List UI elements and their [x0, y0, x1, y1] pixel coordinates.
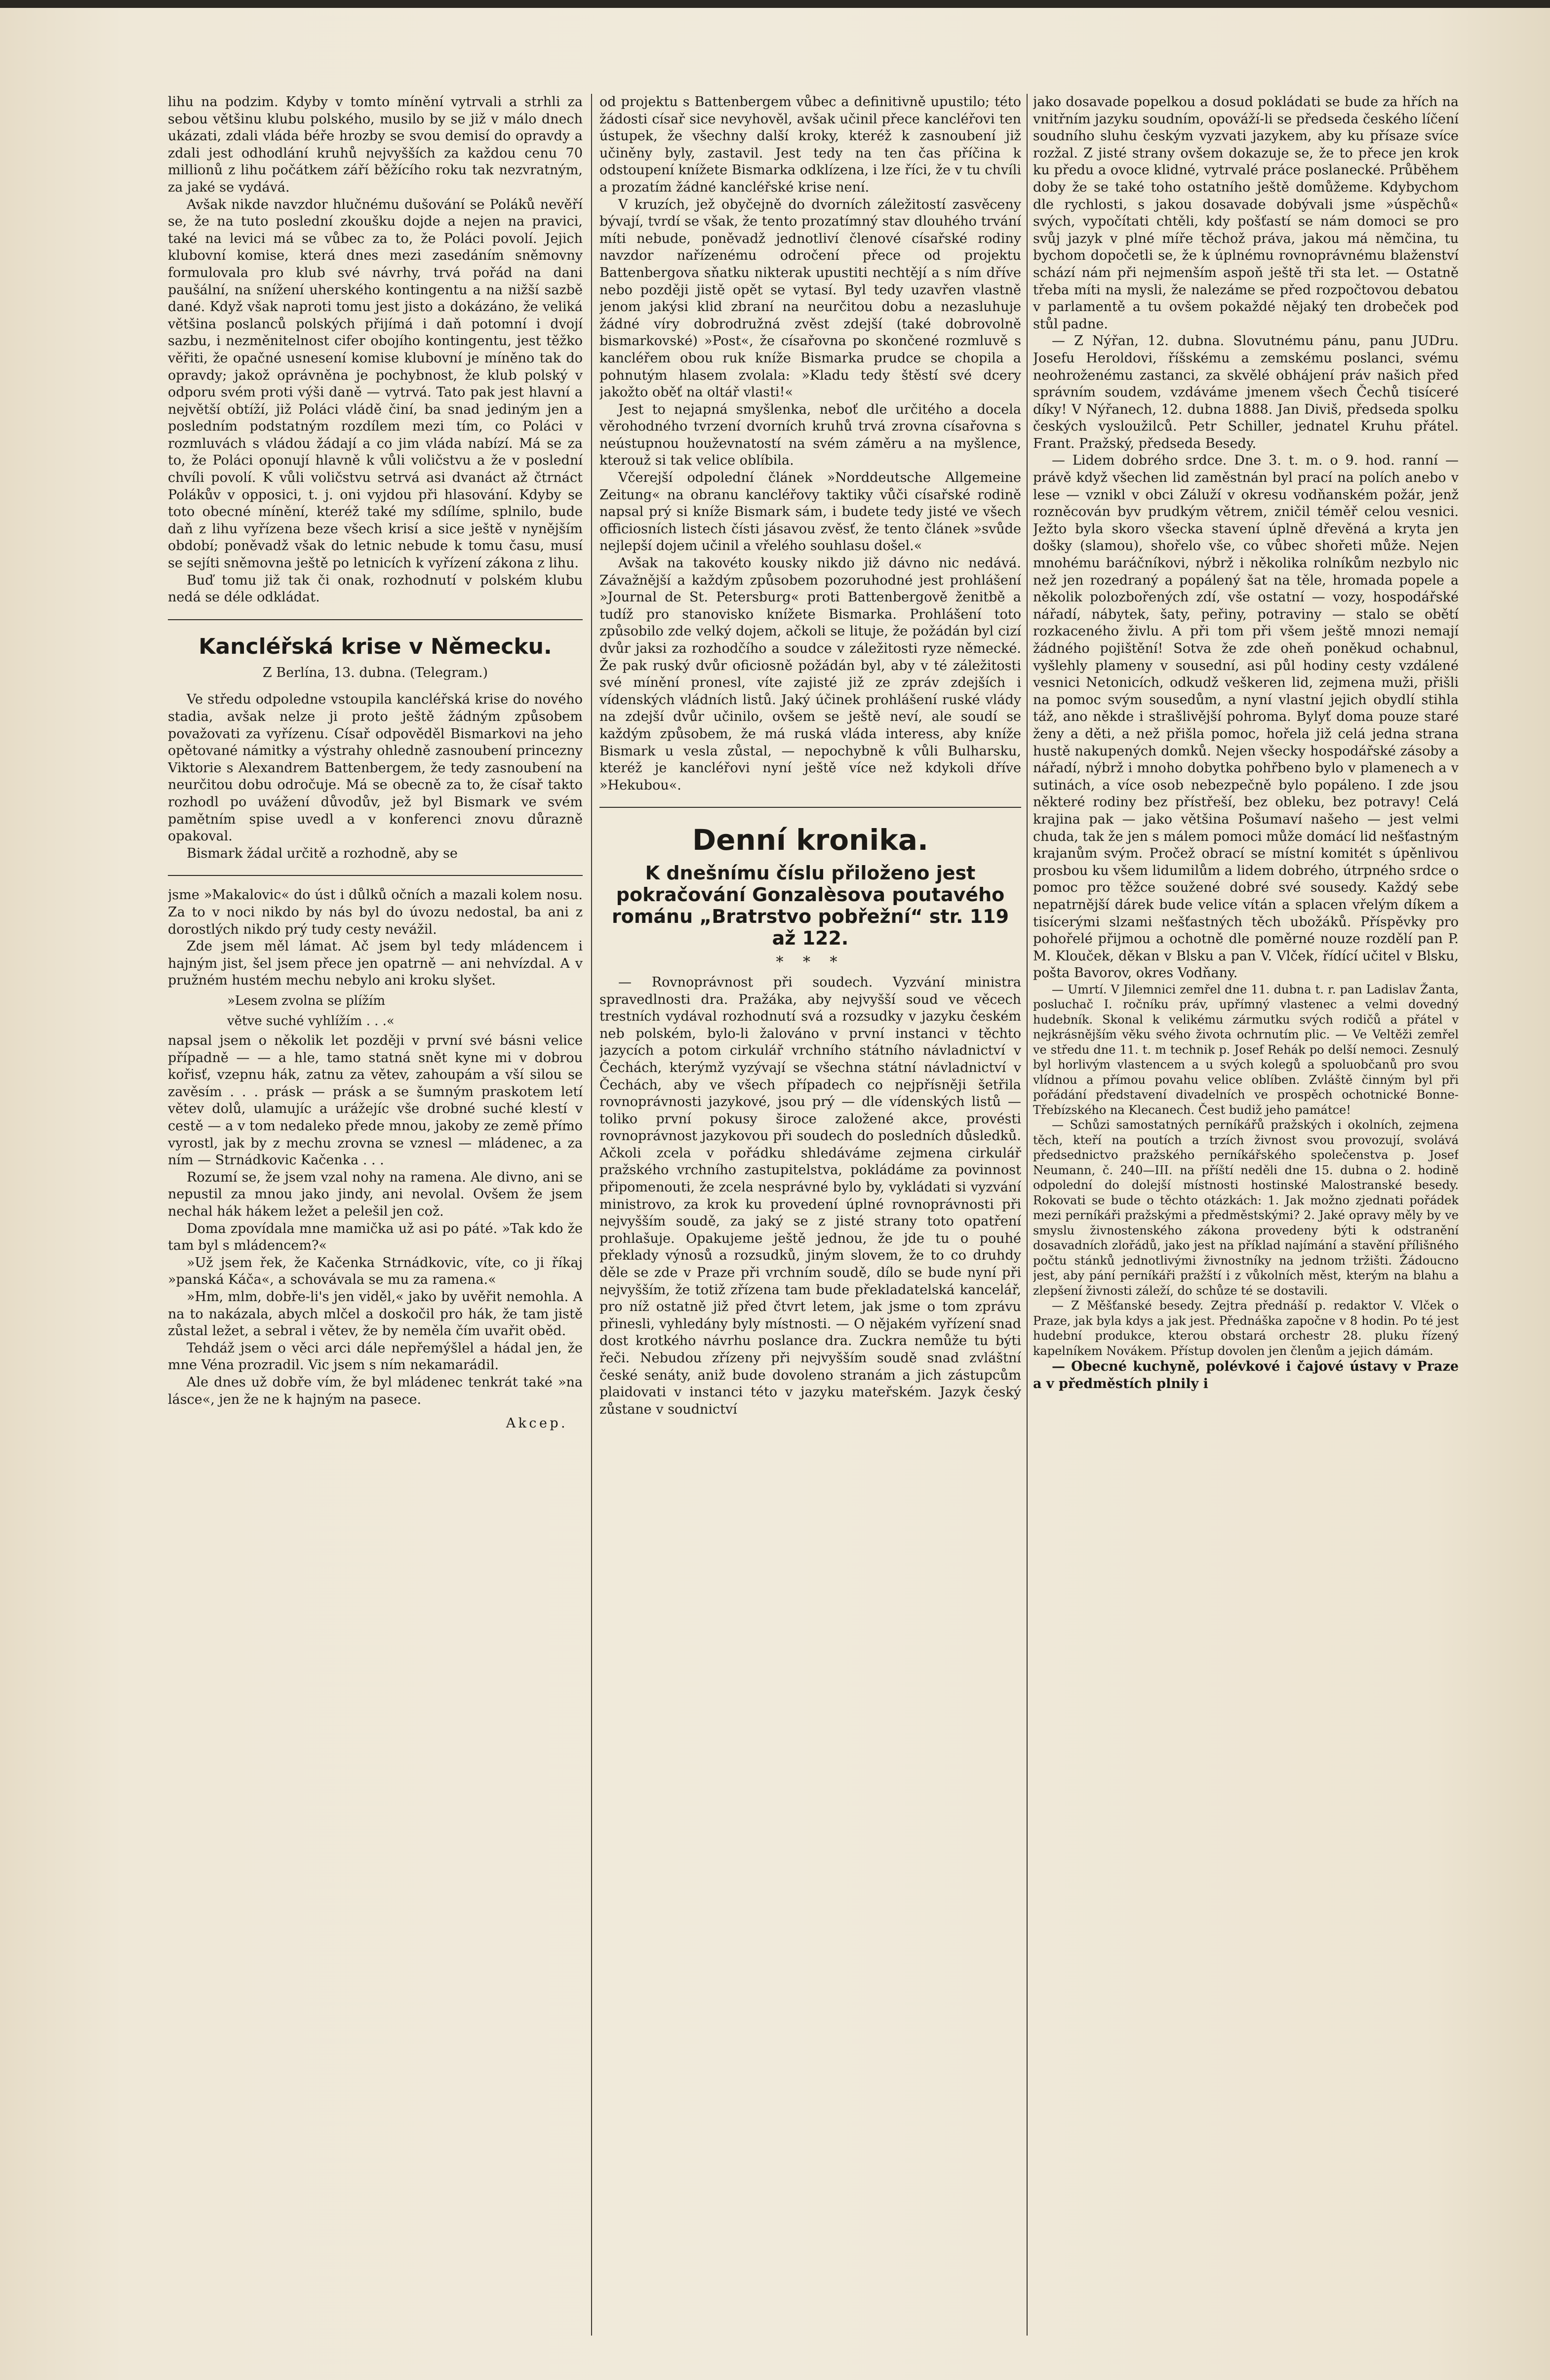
paragraph: Doma zpovídala mne mamička už asi po páté. »Tak kdo že tam byl s mládencem?«	[168, 1221, 583, 1254]
dateline: Z Berlína, 13. dubna. (Telegram.)	[262, 665, 488, 680]
section-divider	[168, 619, 583, 620]
paragraph: V kruzích, jež obyčejně do dvorních záležitostí zasvěceny bývají, tvrdí se však, že tento prozatímný stav dlouhého trvání míti nebude, poněvadž jednotliví členové císařské rodiny navzdor nařízenému odročení přece od projektu Battenbergova sňatku nikterak upustiti nechtějí a s ním dříve nebo později jistě opět se vytasí. Byl tedy uzavřen vlastně jenom jakýsi klid zbraní na neurčitou dobu a nezasluhuje žádné víry dobrodružná zvěst zdejší (také dobrovolně bismarkovské) »Post«, že císařovna po skončené rozmluvě s kancléřem obou ruk kníže Bismarka prudce se chopila a pohnutým hlasem zvolala: »Kladu tedy štěstí své dcery jakožto oběť na oltář vlasti!«	[599, 197, 1021, 400]
column-right	[1033, 94, 1459, 2336]
column-middle	[599, 94, 1021, 2336]
paragraph: Tehdáž jsem o věci arci dále nepřemýšlel a hádal jen, že mne Véna prozradil. Vic jsem s ním nekamarádil.	[168, 1340, 583, 1373]
column-left	[168, 94, 583, 2336]
paragraph: Ve středu odpoledne vstoupila kancléřská krise do nového stadia, avšak nelze ji proto ještě žádným způsobem považovati za vyřízenu. Císař odpověděl Bismarkovi na jeho opětované námitky a výstrahy ohledně zasnoubení princezny Viktorie s Alexandrem Battenbergem, že tedy zasnoubení na neurčitou dobu odročuje. Má se obecně za to, že císař takto rozhodl po uvážení důvodův, jež byl Bismark ve svém pamětním spise uvedl a v konferenci znovu důrazně opakoval.	[168, 692, 583, 844]
paragraph: — Obecné kuchyně, polévkové i čajové ústavy v Praze a v předměstích plnily i	[1033, 1359, 1459, 1391]
paragraph: Ale dnes už dobře vím, že byl mládenec tenkrát také »na lásce«, jen že ne k hajným na pasece.	[168, 1374, 583, 1407]
paragraph: Zde jsem měl lámat. Ač jsem byl tedy mládencem i hajným jist, šel jsem přece jen opatrně — ani nehvízdal. A v pružném hustém mechu nebylo ani kroku slyšet.	[168, 939, 583, 989]
scan-top-edge	[0, 0, 1550, 8]
verse-line: »Lesem zvolna se plížím	[227, 993, 386, 1008]
paragraph: Jest to nejapná smyšlenka, neboť dle určitého a docela věrohodného tvrzení dvorních kruhů trvá zrovna císařovna s neústupnou houževnatostí na svém záměru a na myšlence, kterouž si tak velice oblíbila.	[599, 401, 1021, 469]
column-rule	[1027, 94, 1028, 2336]
paragraph: jako dosavade popelkou a dosud pokládati se bude za hřích na vnitřním jazyku soudním, opováží-li se předseda českého líčení soudního sluhu českým vyzvati jazykem, aby ku přísaze svíce rozžal. Z jisté strany ovšem dokazuje se, že to přece jen krok ku předu a ovoce klidné, vytrvalé práce poslanecké. Průběhem doby že se také toho ostatního ještě domůžeme. Kdybychom dle rychlosti, s jakou dosavade dobývali jsme »úspěchů« svých, vypočítati chtěli, kdy pošťastí se nám domoci se pro svůj jazyk v plné míře těchož práva, jakou má němčina, tu bychom dopočetli se, že k úplnému rovnoprávnému blaženství schází nám při nejmenším aspoň ještě tři sta let. — Ostatně třeba míti na mysli, že nalezáme se před rozpočtovou debatou v parlamentě a tu ovšem pokaždé nějaký ten drobeček pod stůl padne.	[1033, 94, 1459, 332]
article-heading: Kancléřská krise v Německu.	[199, 634, 552, 659]
paragraph: — Z Nýřan, 12. dubna. Slovutnému pánu, panu JUDru. Josefu Heroldovi, říšskému a zemskému poslanci, svému neohroženému zastanci, za skvělé obhájení práv našich před správním soudem, vzdáváme jmenem všech Čechů tisíceré díky! V Nýřanech, 12. dubna 1888. Jan Diviš, předseda spolku českých vysloužilců. Petr Schiller, jednatel Kruhu přátel. Frant. Pražský, předseda Besedy.	[1033, 333, 1459, 451]
paragraph: — Schůzi samostatných perníkářů pražských i okolních, zejmena těch, kteří na poutích a trzích živnost svou provozují, svolává předsednictvo pražského perníkářského společenstva p. Josef Neumann, č. 240—III. na příští neděli dne 15. dubna o 2. hodině odpolední do dolejší místnosti hostinské Malostranské besedy. Rokovati se bude o těchto otázkách: 1. Jak možno zjednati pořádek mezi perníkáři pražskými a předměstskými? 2. Jaké opravy měly by ve smyslu živnostenského zákona provedeny býti k odstranění dosavadních zlořádů, jako jest na příklad najímání a stavění přílišného počtu stánků jednotlivými živnostníky na jednom tržišti. Žádoucno jest, aby pání perníkáři pražští i z vůkolních měst, kterým na blahu a zlepšení živnosti záleží, do schůze té se dostavili.	[1033, 1118, 1459, 1298]
paragraph: od projektu s Battenbergem vůbec a definitivně upustilo; této žádosti císař sice nevyhověl, avšak učinil přece kancléřovi ten ústupek, že všechny další kroky, kteréž k zasnoubení již učiněny byly, zastavil. Jest tedy na ten čas příčina k odstoupení knížete Bismarka odklízena, i lze říci, že v tu chvíli a prozatím žádné kancléřské krise není.	[599, 94, 1021, 195]
paragraph: Včerejší odpolední článek »Norddeutsche Allgemeine Zeitung« na obranu kancléřovy taktiky vůči císařské rodině napsal prý si kníže Bismark sám, i budete tedy jisté ve všech officiosních listech čísti jásavou zvěsť, že tento článek »svůde nejlepší dojem učinil a vřelého souhlasu došel.«	[599, 470, 1021, 554]
supplement-notice: K dnešnímu číslu přiloženo jest pokračování Gonzalèsova poutavého románu „Bratrstvo pobřežní“ str. 119 až 122.	[611, 862, 1009, 950]
paragraph: lihu na podzim. Kdyby v tomto mínění vytrvali a strhli za sebou většinu klubu polského, musilo by se již v málo dnech ukázati, zdali vláda béře hrozby se svou demisí do opravdy a zdali jest odhodlání kruhů nejvyšších za každou cenu 70 millionů z lihu počátkem září běžícího roku tak nezvratným, za jaké se vydává.	[168, 94, 583, 195]
verse-line: větve suché vyhlížím . . .«	[227, 1013, 395, 1029]
paragraph: »Hm, mlm, dobře-li's jen viděl,« jako by uvěřit nemohla. A na to nakázala, abych mlčel a doskočil pro hák, že tam jistě zůstal ležet, a sebral i větev, že by neměla čím uvařit oběd.	[168, 1289, 583, 1339]
paragraph: — Z Měšťanské besedy. Zejtra přednáší p. redaktor V. Vlček o Praze, jak byla kdys a jak jest. Přednáška započne v 8 hodin. Po té jest hudební produkce, kterou obstará orchestr 28. pluku řízený kapelníkem Novákem. Přístup dovolen jen členům a jejich dámám.	[1033, 1299, 1459, 1358]
paragraph: — Lidem dobrého srdce. Dne 3. t. m. o 9. hod. ranní — právě když všechen lid zaměstnán byl prací na polích anebo v lese — vznikl v obci Záluží v okresu vodňanském požár, jenž rozněcován byv prudkým větrem, zničil téměř celou vesnici. Ježto byla skoro všecka stavení úplně dřevěná a kryta jen došky (slamou), shořelo vše, co vůbec shořeti může. Nejen mnohému baráčníkovi, nýbrž i několika rolníkům nezbylo nic než jen rozedraný a popálený šat na těle, hromada popele a několik polozbořených zdí, vše ostatní — vozy, hospodářské nářadí, nábytek, šaty, peřiny, potraviny — stalo se obětí rozkaceného živlu. A při tom při všem ještě mnozi nemají žádného pojištění! Sotva že zde oheň poněkud ochabnul, vyšlehly plameny v sousední, asi půl hodiny cesty vzdálené vesnici Netonicích, odkudž veškeren lid, zejmena muži, přišli na pomoc svým sousedům, a nyní vlastní jejich obydlí stihla táž, ano někde i strašlivější pohroma. Bylyť doma pouze staré ženy a děti, a než přišla pomoc, hořela již celá jedna strana hustě nakupených domků. Nejen všecky hospodářské zásoby a nářadí, nýbrž i mnoho dobytka pohřbeno bylo v plamenech a v sutinách, a více osob nebezpečně bylo popáleno. I zde jsou některé rodiny bez přístřeší, bez obleku, bez potravy! Celá krajina pak — jako většina Pošumaví našeho — jest velmi chuda, tak že jen s málem pomoci může domácí lid nešťastným krajanům svým. Pročež obrací se místní komitét s úpěnlivou prosbou ku všem lidumilům a lidem dobrého, útrpného srdce o pomoc pro těžce soužené dobré své sousedy. Každý sebe nepatrnější dárek bude velice vítán a splacen vřelým díkem a tisícerými slzami nešťastných těch ubožáků. Příspěvky pro pohořelé přijmou a ochotně dle poměrné nouze rozdělí pan P. M. Klouček, děkan v Blsku a pan V. Vlček, řídící učitel v Blsku, pošta Bavorov, okres Vodňany.	[1033, 453, 1459, 981]
paragraph: Avšak na takovéto kousky nikdo již dávno nic nedává. Závažnější a každým způsobem pozoruhodné jest prohlášení »Journal de St. Petersburg« proti Battenbergově ženitbě a tudíž pro stanovisko knížete Bismarka. Prohlášení toto způsobilo zde velký dojem, ačkoli se lituje, že požádán byl cizí dvůr jaksi za rozhodčího a soudce v záležitosti ryze německé. Že pak ruský dvůr oficiosně požádán byl, aby v té záležitosti své mínění pronesl, víte zajisté již ze zpráv zdejších i vídenských vládních listů. Jaký účinek prohlášení ruské vlády na zdejší dvůr učinilo, ovšem se ještě neví, ale soudí se každým způsobem, že má ruská vláda interess, aby kníže Bismark u vesla zůstal, — nepochybně k vůli Bulharsku, kteréž je kancléřovi nyní ještě více než kdykoli dříve »Hekubou«.	[599, 555, 1021, 793]
paragraph: Buď tomu již tak či onak, rozhodnutí v polském klubu nedá se déle odkládat.	[168, 572, 583, 605]
column-rule	[591, 94, 592, 2336]
paragraph: — Umrtí. V Jilemnici zemřel dne 11. dubna t. r. pan Ladislav Žanta, posluchač I. ročníku práv, upřímný vlastenec a velmi dovedný hudebník. Skonal k velikému zármutku svých rodičů a přátel v nejkrásnějším věku svého života ochrnutím plic. — Ve Veltěži zemřel ve středu dne 11. t. m technik p. Josef Rehák po delší nemoci. Zesnulý byl horlivým vlastencem a u svých kolegů a spoluobčanů pro svou vlídnou a přímou povahu velice oblíben. Zvláště činným byl při pořádání představení divadelních ve prospěch ochotnické Bonne-Třebízského na Klecanech. Čest budiž jeho památce!	[1033, 982, 1459, 1117]
author-signature: Akcep.	[506, 1416, 568, 1431]
paragraph: jsme »Makalovic« do úst i důlků očních a mazali kolem nosu. Za to v noci nikdo by nás byl do úvozu nedostal, ba ani z dorostlých nikdo prý tudy cesty nevážil.	[168, 887, 583, 937]
asterism: * * *	[776, 953, 845, 971]
paragraph: napsal jsem o několik let později v první své básni velice případně — — a hle, tamo statná snět kyne mi v dobrou kořisť, vzepnu hák, zatnu za větev, zahoupám a vší silou se zavěsím . . . prásk — prásk a se šumným praskotem letí větev dolů, ulamujíc a urážejíc vše drobné suché klestí v cestě — a v tom nedaleko přede mnou, jakoby ze země přímo vyrostl, jak by z mechu zrovna se vznesl — mládenec, a za ním — Strnádkovic Kačenka . . .	[168, 1033, 583, 1168]
paragraph: Avšak nikde navzdor hlučnému dušování se Poláků nevěří se, že na tuto poslední zkoušku dojde a nejen na pravici, také na levici má se vůbec za to, že Poláci povolí. Jejich klubovní komise, která dnes mezi zasedáním sněmovny formulovala pro klub své návrhy, trvá pořád na dani paušální, na snížení uherského kontingentu a na nižší sazbě dané. Když však naproti tomu jest jisto a dokázáno, že veliká většina poslanců polských přijímá i daň potomní i dvojí sazbu, i nezměnitelnost cifer obojího kontingentu, jest těžko věřiti, že opačné usnesení komise klubovní je míněno tak do opravdy; jakož oprávněna je pochybnost, že klub polský v odporu svém proti výši daně — vytrvá. Tato pak jest hlavní a největší obtíží, již Poláci vládě činí, ba snad jediným jen a posledním podstatným rozdílem mezi tím, co Poláci v rozmluvách s vládou žádají a co jim vláda nabízí. Má se za to, že Poláci oponují hlavně k vůli voličstvu a že v poslední chvíli povolí. K vůli voličstvu setrvá asi dvanáct až čtrnáct Polákův v opposici, t. j. oni vyjdou při hlasování. Kdyby se toto obecné mínění, kteréž také my sdílíme, splnilo, bude daň z lihu vyřízena beze všech krisí a sice ještě v nynějším období; poněvadž však do letnic nebude k tomu času, musí se sejíti sněmovna ještě po letnicích k vyřízení zákona z lihu.	[168, 197, 583, 571]
paragraph: Bismark žádal určitě a rozhodně, aby se	[187, 845, 458, 861]
paragraph: — Rovnoprávnost při soudech. Vyzvání ministra spravedlnosti dra. Pražáka, aby nejvyšší soud ve věcech trestních vydával rozhodnutí svá a rozsudky v jazyku českém neb polském, bylo-li žalováno v první instanci v těchto jazycích a potom cirkulář vrchního státního návladnictví v Čechách, kterýmž vyzývají se všechna státní návladnictví v Čechách, aby ve všech případech co nejpřísněji šetřila rovnoprávnosti jazykové, jsou prý — dle vídenských listů — toliko první pokusy široce založené akce, provésti rovnoprávnost jazykovou při soudech do posledních důsledků. Ačkoli zcela v pořádku shledáváme zejmena cirkulář pražského vrchního zastupitelstva, pokládáme za povinnost připomenouti, že zcela nesprávné bylo by, vykládati si vyzvání ministrovo, za krok ku provedení úplné rovnoprávnosti při nejvyšším soudě, za jaký se z jisté strany toto opatření prohlašuje. Opakujeme ještě jednou, že jde tu o pouhé překlady výnosů a rozsudků, jiným slovem, že to co druhdy děle se zde v Praze při vrchním soudě, dílo se bude nyní při nejvyšším, že totiž zřízena tam bude překladatelská kancelář, pro níž ostatně již před čtvrt letem, jak jsme o tom zprávu přinesli, vyhledány byly místnosti. — O nějakém vyřízení snad dost krotkého návrhu poslance dra. Zuckra nemůže tu býti řeči. Nebudou zřízeny při nejvyšším soudě snad zvláštní české senáty, aniž bude dovoleno stranám a jich zástupcům plaidovati v instanci této v jazyku mateřském. Jazyk český zůstane v soudnictví	[599, 974, 1021, 1417]
section-divider	[599, 807, 1021, 808]
paragraph: »Už jsem řek, že Kačenka Strnádkovic, víte, co ji říkaj »panská Káča«, a schovávala se mu za ramena.«	[168, 1255, 583, 1288]
section-title: Denní kronika.	[692, 823, 929, 857]
paragraph: Rozumí se, že jsem vzal nohy na ramena. Ale divno, ani se nepustil za mnou jako jindy, ani nevolal. Ovšem že jsem nechal hák hákem ležet a pelešil jen což.	[168, 1169, 583, 1220]
feuilleton-divider	[168, 875, 583, 876]
